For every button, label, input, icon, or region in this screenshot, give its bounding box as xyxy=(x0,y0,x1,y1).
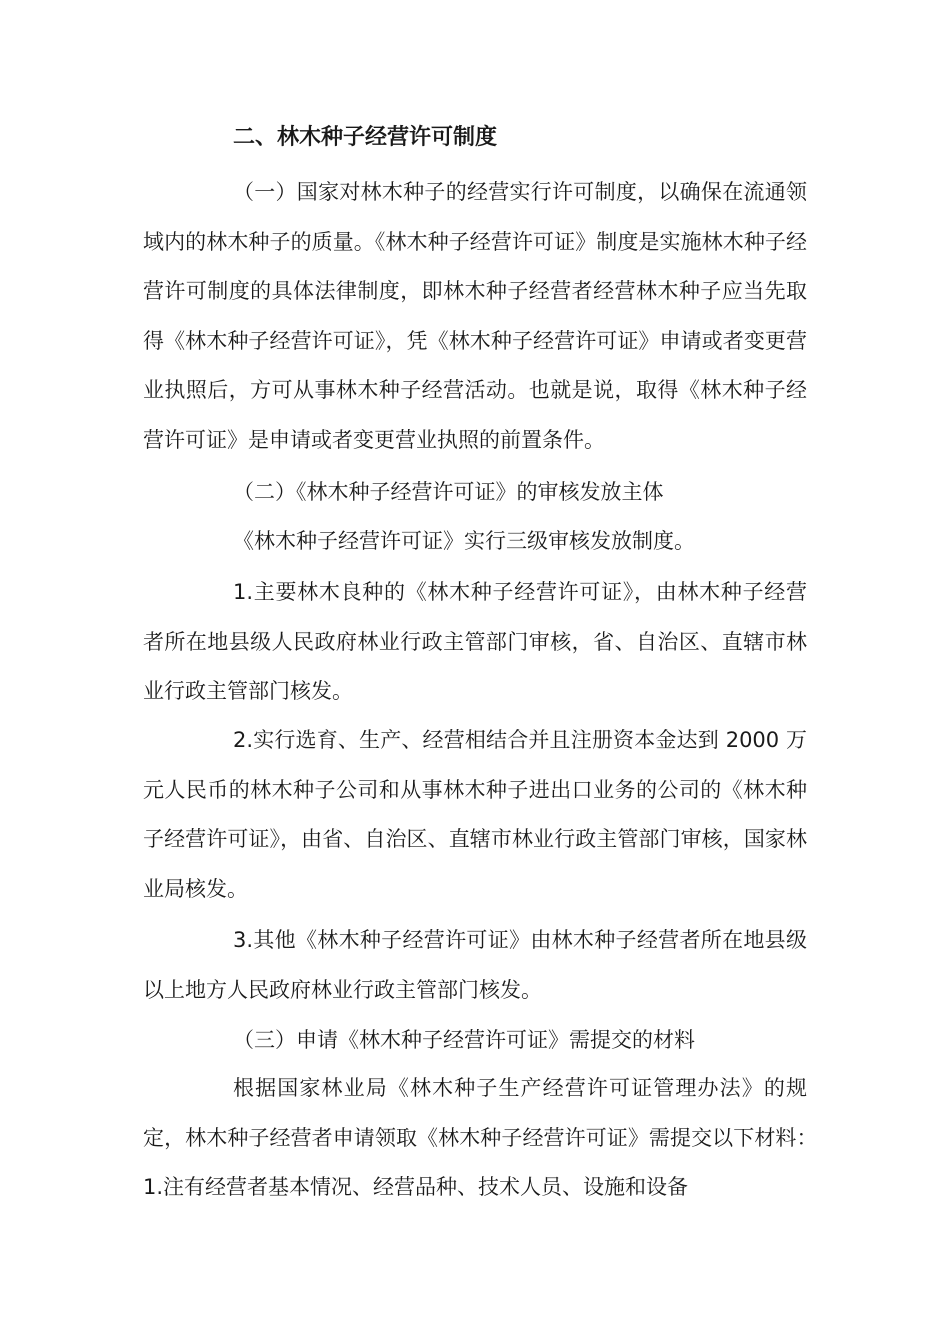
section-heading: 二、林木种子经营许可制度 xyxy=(233,125,498,150)
paragraph-7: （三）申请《林木种子经营许可证》需提交的材料 xyxy=(233,1028,695,1052)
paragraph-4: 1.主要林木良种的《林木种子经营许可证》，由林木种子经营者所在地县级人民政府林业行政主管部门审核，省、自治区、直辖市林业行政主管部门核发。 xyxy=(143,580,807,704)
paragraph-2: （二）《林木种子经营许可证》的审核发放主体 xyxy=(233,480,664,504)
paragraph-1: （一）国家对林木种子的经营实行许可制度，以确保在流通领域内的林木种子的质量。《林木种子经营许可证》制度是实施林木种子经营许可制度的具体法律制度，即林木种子经营者经营林木种子应当先取得《林木种子经营许可证》，凭《林木种子经营许可证》申请或者变更营业执照后，方可从事林木种子经营活动。也就是说，取得《林木种子经营许可证》是申请或者变更营业执照的前置条件。 xyxy=(143,180,807,452)
paragraph-3: 《林木种子经营许可证》实行三级审核发放制度。 xyxy=(233,529,695,553)
paragraph-8: 根据国家林业局《林木种子生产经营许可证管理办法》的规定，林木种子经营者申请领取《林木种子经营许可证》需提交以下材料： 1.注有经营者基本情况、经营品种、技术人员、设施和设备 xyxy=(143,1076,849,1200)
paragraph-6: 3.其他《林木种子经营许可证》由林木种子经营者所在地县级以上地方人民政府林业行政主管部门核发。 xyxy=(143,928,807,1002)
paragraph-5: 2.实行选育、生产、经营相结合并且注册资本金达到 2000 万元人民币的林木种子公司和从事林木种子进出口业务的公司的《林木种子经营许可证》，由省、自治区、直辖市林业行政主管部门审核，国家林业局核发。 xyxy=(143,728,807,901)
